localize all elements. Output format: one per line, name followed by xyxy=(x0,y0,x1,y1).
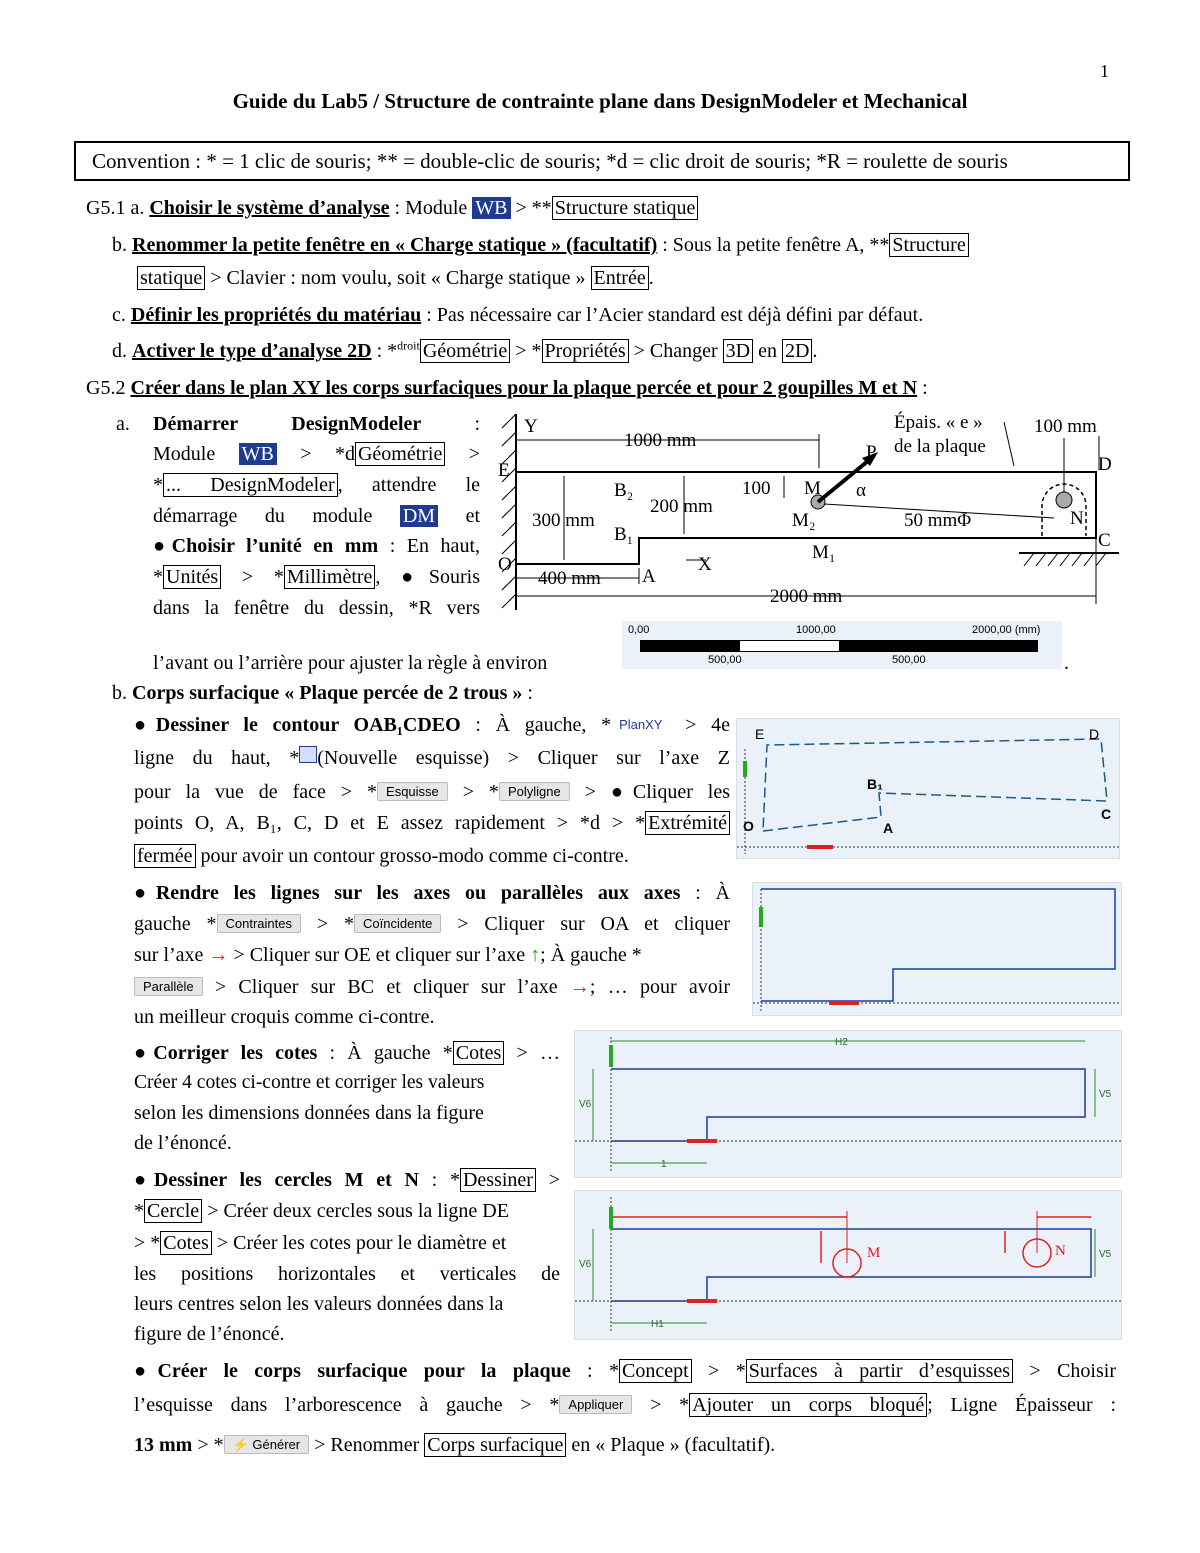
s4-v5: V5 xyxy=(1099,1249,1112,1260)
cotes-box-2[interactable]: Cotes xyxy=(160,1231,212,1255)
3d-box[interactable]: 3D xyxy=(723,339,753,363)
dessiner-box[interactable]: Dessiner xyxy=(460,1168,536,1192)
g52-a-l1 xyxy=(153,411,480,437)
p4-l1c: > xyxy=(535,1169,560,1191)
g52-a-l4b: et xyxy=(465,505,481,527)
p3-l1b: : À gauche * xyxy=(317,1042,453,1064)
ruler-b2: 500,00 xyxy=(892,654,926,666)
p2-l2b: > * xyxy=(300,913,354,935)
cercle-box[interactable]: Cercle xyxy=(144,1199,202,1223)
p1-l3c: > ●Cliquer les xyxy=(569,781,731,803)
new-sketch-icon[interactable] xyxy=(299,746,317,763)
p2-l3b: > Cliquer sur OE et cliquer sur l’axe xyxy=(228,944,531,966)
p2-l2c: > Cliquer sur OA et cliquer xyxy=(441,913,730,935)
p1-l5-text: pour avoir un contour grosso-modo comme ci-contre. xyxy=(195,845,629,867)
axis-x-arrow-icon: → xyxy=(208,944,229,966)
g52-line xyxy=(86,375,928,401)
s1-a: A xyxy=(883,820,894,836)
p5-l1d: > Choisir xyxy=(1013,1360,1116,1382)
g51-a-title: Choisir le système d’analyse xyxy=(149,197,390,219)
corps-surfacique-box[interactable]: Corps surfacique xyxy=(424,1433,566,1457)
g52-a-l2 xyxy=(153,441,480,467)
g52-end: : xyxy=(917,377,928,399)
g52-a-l6c: > * xyxy=(221,566,284,588)
coincidente-button[interactable]: Coïncidente xyxy=(354,914,441,933)
fig-plaque: de la plaque xyxy=(894,436,986,457)
fig-e: E xyxy=(498,460,510,481)
p4-l1b: : * xyxy=(418,1169,460,1191)
generer-button[interactable] xyxy=(224,1435,310,1454)
p5-l2c: ; Ligne Épaisseur : xyxy=(927,1394,1116,1416)
fig-x: X xyxy=(698,554,712,575)
fig-dim50: 50 mmΦ xyxy=(904,510,972,531)
fig-p: P xyxy=(866,442,877,463)
g52-a-l3c: , attendre le xyxy=(337,474,480,496)
axis-x-arrow-icon-2: → xyxy=(569,976,590,998)
cotes-box[interactable]: Cotes xyxy=(453,1041,505,1065)
p1-l2 xyxy=(134,745,730,771)
fig-b1: B₁ xyxy=(614,524,634,545)
s1-b1: B₁ xyxy=(867,776,883,792)
g51-d-t5: . xyxy=(812,340,818,362)
ruler-t2: 2000,00 (mm) xyxy=(972,624,1041,636)
s4-v6: V6 xyxy=(579,1259,592,1270)
geometrie-box[interactable]: Géométrie xyxy=(420,339,510,363)
p5-l2a: l’esquisse dans l’arborescence à gauche > * xyxy=(134,1394,560,1416)
contraintes-tab[interactable]: Contraintes xyxy=(217,914,301,933)
fig-alpha: α xyxy=(856,480,866,501)
dm-badge: DM xyxy=(400,505,438,527)
ajouter-corps-bloque-box[interactable]: Ajouter un corps bloqué xyxy=(689,1393,927,1417)
g52-a-num: a. xyxy=(116,413,130,435)
g52-a-l8end: . xyxy=(1064,652,1069,674)
p4-l6: figure de l’énoncé. xyxy=(134,1323,285,1345)
g51-b-t2: > Clavier : nom voulu, soit « Charge statique » xyxy=(205,267,591,289)
parallele-button[interactable]: Parallèle xyxy=(134,977,203,996)
fig-a: A xyxy=(642,566,656,587)
ruler-widget xyxy=(622,621,1062,669)
statement-figure xyxy=(494,408,1120,610)
sketch-rough-contour xyxy=(736,718,1120,859)
g51-c-title: Définir les propriétés du matériau xyxy=(130,304,422,326)
structure-box[interactable]: Structure xyxy=(889,233,968,257)
p2-l2 xyxy=(134,911,730,937)
s1-o: O xyxy=(743,818,754,834)
statique-box[interactable]: statique xyxy=(137,266,205,290)
fig-o: O xyxy=(498,554,512,575)
s4-h1: H1 xyxy=(651,1319,664,1330)
p5-l3 xyxy=(134,1432,775,1458)
g52-a-l2d: *d xyxy=(334,443,355,465)
b-end: : xyxy=(522,682,533,704)
p3-l1 xyxy=(134,1040,560,1066)
s3-v5: V5 xyxy=(1099,1089,1112,1100)
sketch-circles xyxy=(574,1190,1122,1340)
ruler-t1: 1000,00 xyxy=(796,624,836,636)
fig-dim400: 400 mm xyxy=(538,568,601,589)
g51-d-t2: > * xyxy=(510,340,542,362)
proprietes-box[interactable]: Propriétés xyxy=(542,339,629,363)
entree-box[interactable]: Entrée xyxy=(591,266,649,290)
p5-l2 xyxy=(134,1392,1116,1418)
g52-a-l4 xyxy=(153,503,480,529)
g52-a-l6a: * xyxy=(153,566,163,588)
s3-h2: H2 xyxy=(835,1037,848,1048)
wb-button[interactable]: WB xyxy=(472,197,510,219)
page-title: Guide du Lab5 / Structure de contrainte plane dans DesignModeler et Mechanical xyxy=(232,89,968,113)
p4-l4: les positions horizontales et verticales de xyxy=(134,1263,560,1285)
geometrie-box-2[interactable]: Géométrie xyxy=(355,442,445,466)
fig-y: Y xyxy=(524,416,538,437)
g51-c-num: c. xyxy=(112,304,126,326)
g52-title: Créer dans le plan XY les corps surfaciques pour la plaque percée et pour 2 goupilles M et N xyxy=(130,377,918,399)
sketch-dimensions xyxy=(574,1030,1122,1178)
p4-l1 xyxy=(134,1167,560,1193)
p2-l4a: > Cliquer sur BC et cliquer sur l’axe xyxy=(202,976,570,998)
generer-label: Générer xyxy=(252,1437,301,1452)
p4-l3a: > * xyxy=(134,1232,161,1254)
p2-l1a: ●Rendre les lignes sur les axes ou parallèles aux axes xyxy=(134,882,681,904)
g51-d-t4: en xyxy=(753,340,782,362)
fig-dim1000: 1000 mm xyxy=(624,430,697,451)
page-number: 1 xyxy=(1100,61,1109,81)
g52-a-l1a: Démarrer xyxy=(153,413,239,435)
s1-e: E xyxy=(755,726,765,742)
g52-a-l3a: * xyxy=(153,474,163,496)
ruler-b1: 500,00 xyxy=(708,654,742,666)
s4-n: N xyxy=(1055,1243,1066,1259)
fig-dim2000: 2000 mm xyxy=(770,586,843,607)
g51-c-line xyxy=(112,302,923,328)
p4-l3b: > Créer les cotes pour le diamètre et xyxy=(211,1232,507,1254)
g51-d-num: d. xyxy=(112,340,127,362)
p5-l3b: > * xyxy=(192,1434,224,1456)
lightning-icon: ⚡ xyxy=(232,1437,249,1452)
p5-l1a: ●Créer le corps surfacique pour la plaque xyxy=(134,1360,571,1382)
g51-d-t1: : * xyxy=(371,340,398,362)
fig-b2: B₂ xyxy=(614,480,634,501)
fig-m1: M₁ xyxy=(812,542,836,563)
g51-b-t1: : Sous la petite fenêtre A, ** xyxy=(657,234,890,256)
p1-l4 xyxy=(134,810,730,836)
g51-b-line1 xyxy=(112,232,969,258)
structure-statique-box[interactable]: Structure statique xyxy=(552,196,699,220)
ruler-bar xyxy=(640,640,1038,652)
g51-d-sup: droit xyxy=(397,338,420,353)
fig-dim100mm: 100 mm xyxy=(1034,416,1097,437)
designmodeler-box[interactable]: ... DesignModeler xyxy=(163,473,338,497)
p1-l2b: (Nouvelle esquisse) > Cliquer sur l’axe Z xyxy=(317,747,730,769)
p5-l1c: > * xyxy=(691,1360,746,1382)
fig-d: D xyxy=(1098,454,1112,475)
p5-l1 xyxy=(134,1358,1116,1384)
wb-button-2[interactable]: WB xyxy=(239,443,277,465)
g51-num: G5.1 a. xyxy=(86,197,145,219)
g51-c-t1: : Pas nécessaire car l’Acier standard est déjà défini par défaut. xyxy=(421,304,924,326)
g52-a-l5b: : En haut, xyxy=(378,535,480,557)
p5-l3d: en « Plaque » (facultatif). xyxy=(566,1434,776,1456)
p3-l3: selon les dimensions données dans la figure xyxy=(134,1102,484,1124)
p1-l1c: > 4e xyxy=(670,714,730,736)
p1-l1b: : À gauche, * xyxy=(460,714,612,736)
fig-dim100: 100 xyxy=(742,478,771,499)
p1-l3 xyxy=(134,779,730,805)
p3-l2: Créer 4 cotes ci-contre et corriger les valeurs xyxy=(134,1072,485,1093)
g52-a-l3 xyxy=(153,472,480,498)
g51-b-title: Renommer la petite fenêtre en « Charge statique » (facultatif) xyxy=(132,234,658,256)
fig-c: C xyxy=(1098,530,1111,551)
g52-a-l4: démarrage du module xyxy=(153,505,373,527)
g51-a-t2: > ** xyxy=(510,197,552,219)
ruler-t0: 0,00 xyxy=(628,624,650,636)
b-title: Corps surfacique « Plaque percée de 2 trous » xyxy=(132,682,523,704)
fig-m2: M₂ xyxy=(792,510,816,531)
p4-l1a: ●Dessiner les cercles M et N xyxy=(134,1169,419,1191)
p2-l3a: sur l’axe xyxy=(134,944,209,966)
unites-box[interactable]: Unités xyxy=(163,565,221,589)
2d-box[interactable]: 2D xyxy=(782,339,812,363)
sketch-aligned-contour xyxy=(752,882,1122,1016)
p5-l1b: : * xyxy=(570,1360,619,1382)
polyligne-button[interactable]: Polyligne xyxy=(499,782,570,801)
g52-a-l7: dans la fenêtre du dessin, *R vers xyxy=(153,597,480,619)
g52-a-l2a: Module xyxy=(153,443,216,465)
fig-n: N xyxy=(1070,508,1084,529)
g51-d-t3: > Changer xyxy=(628,340,723,362)
fig-dim300: 300 mm xyxy=(532,510,595,531)
g51-d-title: Activer le type d’analyse 2D xyxy=(132,340,372,362)
g52-num: G5.2 xyxy=(86,377,131,399)
p2-l1 xyxy=(134,880,730,906)
g52-a-l1c: : xyxy=(421,413,480,435)
esquisse-tab[interactable]: Esquisse xyxy=(377,782,448,801)
extremite-box[interactable]: Extrémité xyxy=(645,811,730,835)
concept-box[interactable]: Concept xyxy=(619,1359,692,1383)
p2-l5: un meilleur croquis comme ci-contre. xyxy=(134,1006,435,1028)
g52-a-l1b: DesignModeler xyxy=(291,413,422,435)
g51-a-t1: : Module xyxy=(389,197,473,219)
p2-l3 xyxy=(134,942,642,968)
s4-m: M xyxy=(867,1245,881,1261)
p1-l1a: ●Dessiner le contour OAB₁CDEO xyxy=(134,714,461,736)
g52-a-l6e: , ●Souris xyxy=(375,566,480,588)
s3-v6: V6 xyxy=(579,1099,592,1110)
p1-l3a: pour la vue de face > * xyxy=(134,781,378,803)
b-heading xyxy=(112,680,533,706)
millimetre-box[interactable]: Millimètre xyxy=(284,565,376,589)
g51-b-t3: . xyxy=(648,267,654,289)
p2-l2a: gauche * xyxy=(134,913,217,935)
fermee-box[interactable]: fermée xyxy=(134,844,196,868)
p4-l2a: * xyxy=(134,1200,144,1222)
p1-l2a: ligne du haut, * xyxy=(134,747,300,769)
p1-l5 xyxy=(134,843,629,869)
p4-l2 xyxy=(134,1198,509,1224)
g51-a-line xyxy=(86,195,698,221)
p3-l4: de l’énoncé. xyxy=(134,1132,232,1154)
g52-a-l5 xyxy=(153,533,480,559)
surfaces-esquisses-box[interactable]: Surfaces à partir d’esquisses xyxy=(746,1359,1013,1383)
p2-l1b: : À xyxy=(680,882,730,904)
p5-l3c: > Renommer xyxy=(309,1434,425,1456)
s3-l1: 1 xyxy=(661,1159,667,1170)
p4-l2b: > Créer deux cercles sous la ligne DE xyxy=(202,1200,509,1222)
g52-a-l5a: ●Choisir l’unité en mm xyxy=(153,535,379,557)
g52-a-l2f: > xyxy=(468,443,481,465)
hole-n xyxy=(1056,492,1072,508)
g52-a-l2c: > xyxy=(300,443,312,465)
g52-a-l6 xyxy=(153,564,480,590)
convention-text: Convention : * = 1 clic de souris; ** = double-clic de souris; *d = clic droit de souris; *R = roulette de souris xyxy=(92,149,1008,173)
fig-epais: Épais. « e » xyxy=(894,412,983,433)
g51-b-line2 xyxy=(137,265,654,291)
fig-m: M xyxy=(804,478,821,499)
p2-l4b: ; … pour avoir xyxy=(589,976,730,998)
p3-l1c: > … xyxy=(504,1042,560,1064)
g52-a-l8: l’avant ou l’arrière pour ajuster la règle à environ xyxy=(153,652,548,674)
p4-l5: leurs centres selon les valeurs données dans la xyxy=(134,1293,504,1315)
p1-l4a: points O, A, B₁, C, D et E assez rapidement > *d > * xyxy=(134,812,646,834)
s1-d: D xyxy=(1089,726,1100,742)
g51-d-line xyxy=(112,338,817,364)
g51-b-num: b. xyxy=(112,234,127,256)
b-num: b. xyxy=(112,682,127,704)
p5-l3a: 13 mm xyxy=(134,1434,193,1456)
p1-l3b: > * xyxy=(447,781,499,803)
s1-c: C xyxy=(1101,806,1112,822)
p4-l3 xyxy=(134,1230,506,1256)
axis-y-arrow-icon: ↑ xyxy=(530,944,541,966)
p2-l3c: ; À gauche * xyxy=(540,944,642,966)
appliquer-button[interactable]: Appliquer xyxy=(559,1395,632,1414)
p2-l4 xyxy=(134,974,730,1000)
planxy-button[interactable]: PlanXY xyxy=(619,717,663,732)
p3-l1a: ●Corriger les cotes xyxy=(134,1042,318,1064)
fig-dim200: 200 mm xyxy=(650,496,713,517)
p5-l2b: > * xyxy=(632,1394,690,1416)
p1-l1 xyxy=(134,712,730,738)
